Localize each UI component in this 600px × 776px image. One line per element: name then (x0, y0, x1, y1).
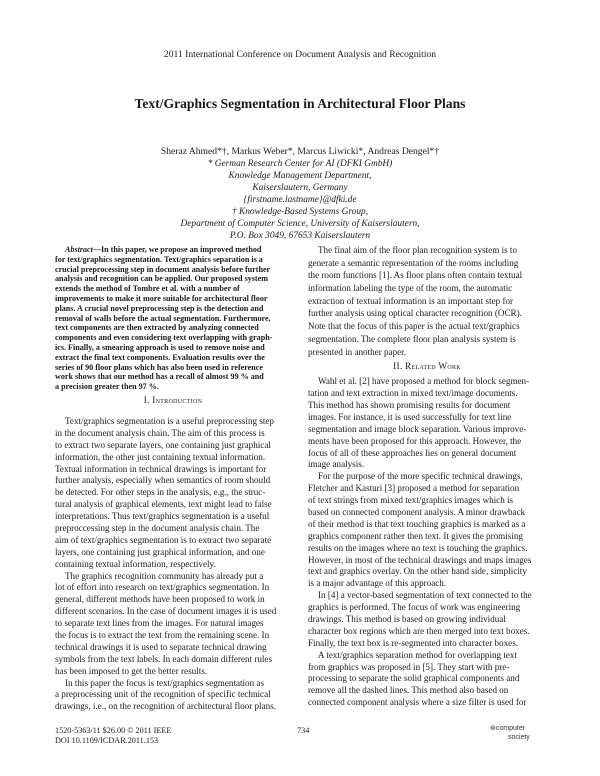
right-column (308, 244, 546, 709)
abstract-line: a precision greater then 97 %. (55, 382, 159, 392)
text-line: symbols from the text labels. In each domain different rules (55, 653, 273, 664)
abstract-line (55, 245, 291, 255)
footer-doi: DOI 10.1109/ICDAR.2011.153 (55, 736, 159, 745)
paragraph (308, 590, 546, 649)
text-line: generate a semantic representation of the rooms including (308, 257, 519, 268)
text-line: This method has shown promising results for document (308, 399, 511, 410)
text-line: results on the images where no text is touching the graphics. (308, 542, 528, 553)
text-line: Textual information in technical drawings is important for (55, 463, 267, 474)
paragraph (55, 571, 291, 678)
paragraph (308, 244, 546, 358)
introduction-continued (308, 244, 546, 358)
page-number: 734 (297, 726, 310, 735)
section-heading-introduction: I. Introduction (143, 394, 203, 405)
text-line: information, the other just containing textual information. (55, 451, 266, 462)
abstract-line: extends the method of Tombre et al. with a number of (55, 284, 240, 294)
text-line: aim of text/graphics segmentation is to extract two separate (55, 534, 272, 545)
text-line: focus of all of these approaches lies on general document (308, 447, 517, 458)
text-line: be detected. For other steps in the analysis, e.g., the struc- (55, 487, 266, 498)
text-line: the focus is to extract the text from the remaining scene. In (55, 629, 270, 640)
abstract-line: plans. A crucial novel preprocessing step is the detection and (55, 303, 264, 313)
abstract-line: components and even considering text overlapping with graph- (55, 333, 273, 343)
text-line: further analysis using optical character recognition (OCR). (308, 308, 522, 319)
text-line: general, different methods have been proposed to work in (55, 594, 265, 605)
abstract-line: text components are then extracted by analyzing connected (55, 323, 259, 333)
abstract (55, 245, 291, 392)
text-line: information labeling the type of the room, the automatic (308, 283, 513, 294)
text-line: in the document analysis chain. The aim of this process is (55, 427, 265, 438)
left-column (55, 245, 291, 713)
abstract-line: improvements to make it more suitable for architectural floor (55, 293, 268, 303)
text-line: containing textual information, respectively. (55, 558, 216, 569)
affiliation-line: P.O. Box 3049, 67653 Kaiserslautern (229, 231, 371, 241)
author-list: Sheraz Ahmed*†, Markus Weber*, Marcus Liwicki*, Andreas Dengel*† (160, 146, 440, 157)
text-line: has been imposed to get the better results. (55, 665, 208, 676)
abstract-line: extract the final text components. Evaluation results over the (55, 352, 265, 362)
text-line: tation and text extraction in mixed text/image documents. (308, 388, 518, 399)
text-line: to extract two separate layers, one containing just graphical (55, 439, 271, 450)
affiliation-line: {firstname.lastname}@dfki.de (243, 195, 357, 205)
text-line: drawings, i.e., on the recognition of architectural floor plans. (55, 701, 276, 712)
text-line: In this paper the focus is text/graphics segmentation as (65, 677, 265, 688)
text-line: extraction of textual information is an important step for (308, 295, 514, 306)
text-line: Wahl et al. [2] have proposed a method for block segmen- (318, 376, 530, 387)
affiliation-line: † Knowledge-Based Systems Group, (231, 207, 369, 217)
affiliation-line: Knowledge Management Department, (228, 171, 372, 181)
footer-issn: 1520-5363/11 $26.00 © 2011 IEEE (55, 726, 172, 735)
text-line: A text/graphics separation method for overlapping text (318, 649, 517, 660)
text-line: presented in another paper. (308, 346, 406, 357)
conference-header: 2011 International Conference on Document Analysis and Recognition (163, 49, 437, 60)
text-line: technical drawings it is used to separate technical drawing (55, 641, 267, 652)
text-line: interpretations. Thus text/graphics segmentation is a useful (55, 511, 270, 522)
text-line: of their method is that text touching graphics is marked as a (308, 518, 526, 529)
text-line: from graphics was proposed in [5]. They start with pre- (308, 661, 510, 672)
paragraph (55, 416, 291, 571)
text-line: further analysis, especially when semantics of room should (55, 475, 271, 486)
related-work-body (308, 376, 546, 709)
text-line: Fletcher and Kasturi [3] proposed a method for separation (308, 483, 520, 494)
abstract-line: series of 90 floor plans which has also been used in reference (55, 362, 263, 372)
text-line: connected component analysis where a size filter is used for (308, 697, 527, 708)
abstract-line: ics. Finally, a smearing approach is used to remove noise and (55, 342, 265, 352)
paragraph (308, 650, 546, 709)
abstract-line: work shows that our method has a recall of almost 99 % and (55, 372, 264, 382)
text-line: processing to separate the solid graphical components and (308, 673, 520, 684)
text-line: The graphics recognition community has already put a (65, 570, 264, 581)
text-line: preproccessing step in the document analysis chain. The (55, 522, 260, 533)
text-line: is a major advantage of this approach. (308, 578, 447, 589)
introduction-body (55, 416, 291, 713)
abstract-text: —In this paper, we propose an improved method (92, 245, 262, 254)
text-line: text and graphics overlay. On the other hand side, simplicity (308, 566, 527, 577)
text-line: tural analysis of graphical elements, text might lead to false (55, 499, 272, 510)
ieee-logo-icon: ⊛ (490, 725, 496, 732)
text-line: For the purpose of the more specific technical drawings, (318, 471, 523, 482)
text-line: remove all the dashed lines. This method also based on (308, 685, 509, 696)
text-line: character box regions which are then merged into text boxes. (308, 625, 530, 636)
logo-text-computer: computer (495, 725, 526, 732)
text-line: segmentation and image block separation. Various improve- (308, 423, 527, 434)
text-line: the room functions [1]. As floor plans often contain textual (308, 270, 523, 281)
paragraph (308, 471, 546, 590)
text-line: of text strings from mixed text/graphics images which is (308, 495, 514, 506)
abstract-line: crucial preprocessing step in document analysis before further (55, 264, 271, 274)
paragraph (308, 376, 546, 471)
text-line: ments have been proposed for this approach. However, the (308, 435, 522, 446)
text-line: Finally, the text box is re-segmented into character boxes. (308, 637, 519, 648)
affiliation-line: Department of Computer Science, University of Kaiserslautern, (180, 219, 420, 229)
text-line: different scenarios. In the case of document images it is used (55, 606, 277, 617)
text-line: image analysis. (308, 459, 365, 470)
paper-title: Text/Graphics Segmentation in Architectural Floor Plans (134, 96, 466, 111)
abstract-line: analysis and recognition can be applied. Our proposed system (55, 274, 268, 284)
text-line: However, in most of the technical drawings and maps images (308, 554, 532, 565)
logo-text-society: society (508, 734, 530, 741)
text-line: In [4] a vector-based segmentation of text connected to the (318, 590, 532, 601)
abstract-line: for text/graphics segmentation. Text/graphics separation is a (55, 254, 263, 264)
footer-identifiers (55, 726, 171, 746)
affiliation-line: Kaiserslautern, Germany (252, 183, 348, 193)
text-line: Note that the focus of this paper is the actual text/graphics (308, 321, 520, 332)
affiliation-line: * German Research Center for AI (DFKI GmbH) (207, 159, 393, 169)
text-line: segmentation. The complete floor plan analysis system is (308, 333, 516, 344)
section-heading-related-work: II. Related Work (393, 361, 461, 372)
text-line: a preprocessing unit of the recognition of specific technical (55, 689, 271, 700)
text-line: images. For instance, it is used successfully for text line (308, 411, 512, 422)
computer-society-logo (490, 724, 530, 742)
paragraph (55, 678, 291, 714)
text-line: lot of effort into research on text/graphics segmentation. In (55, 582, 270, 593)
text-line: layers, one containing just graphical information, and one (55, 546, 265, 557)
text-line: graphics component rather then text. It gives the promising (308, 530, 523, 541)
text-line: The final aim of the floor plan recognition system is to (318, 245, 518, 255)
abstract-line: removal of walls before the actual segmentation. Furthermore, (55, 313, 271, 323)
text-line: graphics is performed. The focus of work was engineering (308, 602, 521, 613)
text-line: based on connected component analysis. A minor drawback (308, 506, 526, 517)
abstract-label: Abstract (65, 245, 93, 254)
text-line: Text/graphics segmentation is a useful preprocessing step (65, 415, 274, 426)
affiliations (0, 158, 600, 242)
text-line: to separate text lines from the images. For natural images (55, 618, 264, 629)
text-line: drawings. This method is based on growing individual (308, 614, 506, 624)
